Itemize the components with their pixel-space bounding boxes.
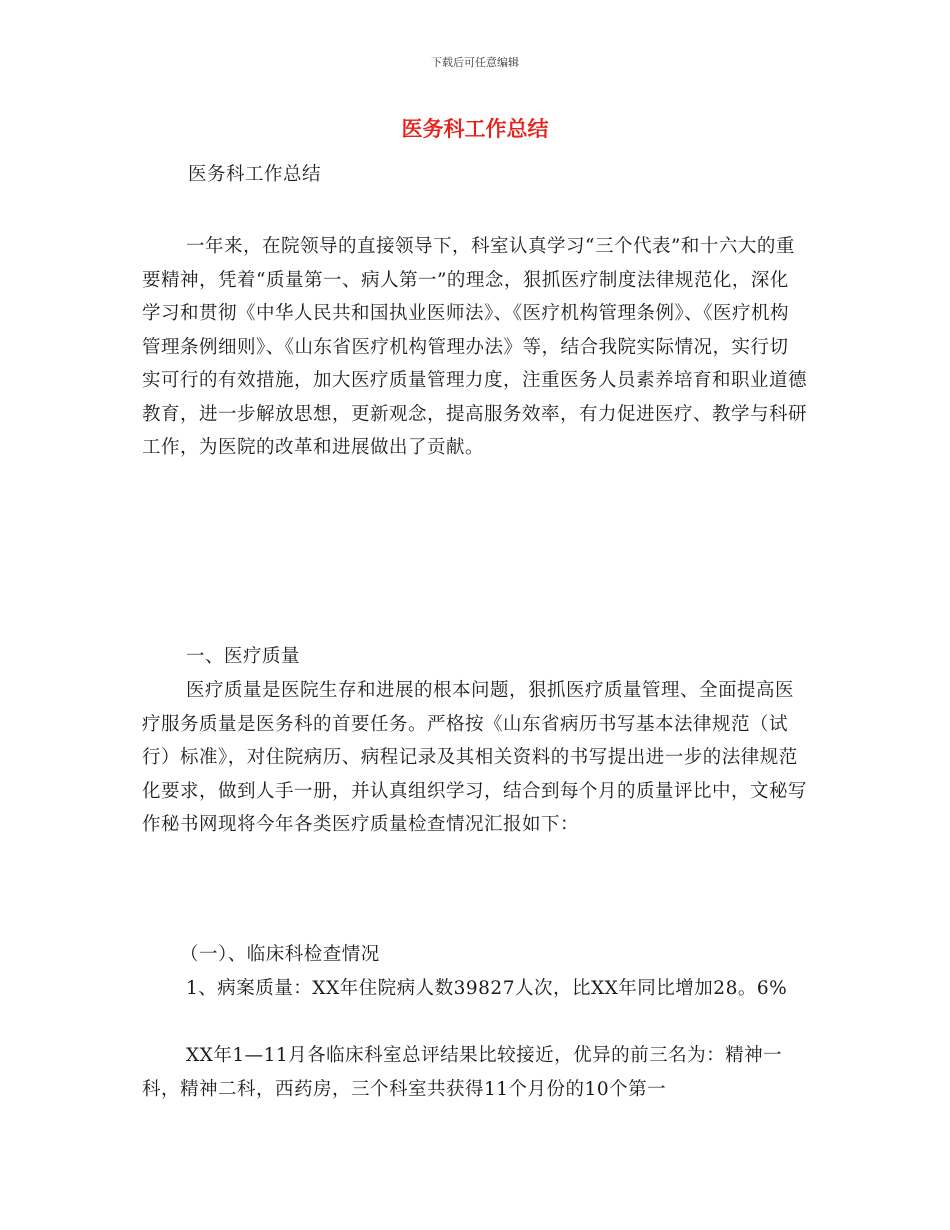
subsection-heading-clinical-check: （一）、临床科检查情况 [180,944,380,965]
intro-paragraph: 一年来，在院领导的直接领导下，科室认真学习“三个代表”和十六大的重要精神，凭着“质量第一、病人第一”的理念，狠抓医疗制度法律规范化，深化学习和贯彻《中华人民共和国执业医师法》、《医疗机构管理条例》、《医疗机构管理条例细则》、《山东省医疗机构管理办法》等，结合我院实际情况，实行切实可行的有效措施，加大医疗质量管理力度，注重医务人员素养培育和职业道德教育，进一步解放思想，更新观念，提高服务效率，有力促进医疗、教学与科研工作，为医院的改革和进展做出了贡献。 [142,236,808,458]
subtitle: 医务科工作总结 [188,164,322,185]
section-paragraph-medical-quality: 医疗质量是医院生存和进展的根本问题，狠抓医疗质量管理、全面提高医疗服务质量是医务科的首要任务。严格按《山东省病历书写基本法律规范（试行）标准》，对住院病历、病程记录及其相关资料的书写提出进一步的法律规范化要求，做到人手一册，并认真组织学习，结合到每个月的质量评比中，文秘写作秘书网现将今年各类医疗质量检查情况汇报如下： [142,680,808,835]
document-title: 医务科工作总结 [401,117,549,141]
header-note: 下载后可任意编辑 [431,56,519,69]
section-heading-medical-quality: 一、医疗质量 [186,646,301,667]
item-department-ranking: XX年1—11月各临床科室总评结果比较接近，优异的前三名为：精神一科，精神二科，西药房，三个科室共获得11个月份的10个第一 [142,1045,783,1100]
item-case-quality: 1、病案质量：XX年住院病人数39827人次，比XX年同比增加28。6% [186,978,788,999]
